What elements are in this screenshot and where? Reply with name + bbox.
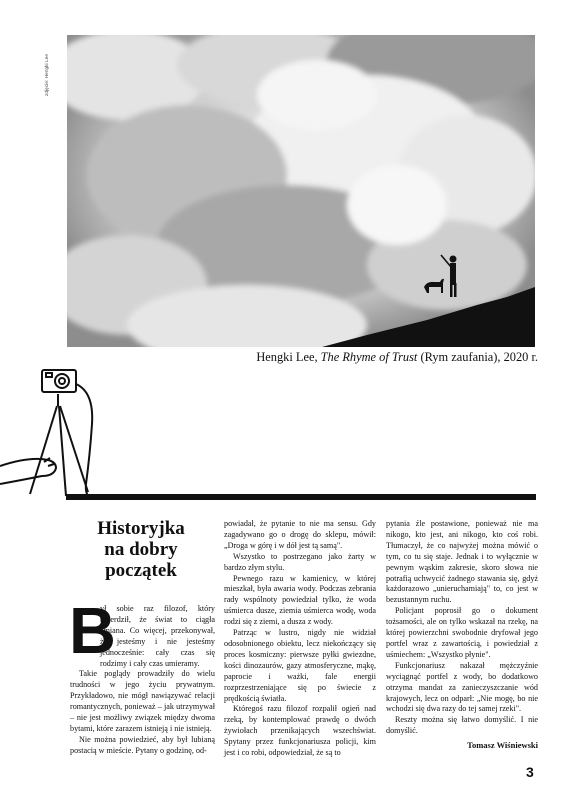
article-title	[66, 518, 216, 581]
article-paragraph: Patrząc w lustro, nigdy nie widział odosobnionego obiektu, lecz niekończący się proces kosmiczny: pierwsze pyłki gwiezdne, kości dinozaurów, gazy atmosferyczne, mąkę, paprocie i ważki, fale energii rozprzestrzeniające się po świecie z prędkością światła.	[224, 628, 376, 703]
article-paragraph: pytania źle postawione, ponieważ nie ma nikogo, kto jest, ani nikogo, kto coś robi. Tłumaczył, że co najwyżej można mówić o tym, co tu się staje. Jednak i to wyłącznie w pewnym wąskim zakresie, skoro słowa nie potrafią uchwycić żadnego stawania się, gdyż każdorazowo „unieruchamiają" to, co jest w bezustannym ruchu.	[386, 519, 538, 605]
article-column-1	[69, 594, 215, 757]
drop-cap: B	[69, 594, 116, 667]
article-paragraph: Nie można powiedzieć, aby był lubianą postacią w mieście. Pytany o godzinę, od-	[70, 734, 215, 755]
paragraph-text: ył sobie raz filozof, który twierdził, że świat to ciągła zmiana. Co więcej, przekonywał, że jesteśmy i nie jesteśmy jednocześnie: cały czas się rodzimy i cały czas umieramy.	[100, 604, 215, 668]
article-paragraph: Takie poglądy prowadziły do wielu trudności w jego życiu prywatnym. Przykładowo, nie mógł nawiązywać relacji romantycznych, ponieważ – jak utrzymywał – nie jest możliwy związek między dwoma bytami, które zarazem istnieją i nie istnieją.	[70, 669, 215, 733]
title-line: Historyjka	[97, 518, 185, 539]
article-paragraph: Reszty można się łatwo domyślić. I nie domyślić.	[386, 715, 538, 736]
article-paragraph: Któregoś razu filozof rozpalił ogień nad rzeką, by kontemplować prawdę o dwóch żywiołach przenikających wszechświat. Spytany przez funkcjonariusza policji, kim jest i co robi, odpowiedział, że są to	[224, 704, 376, 758]
cloud-photo	[67, 35, 535, 347]
section-divider	[66, 494, 536, 500]
article-column-2	[224, 519, 376, 759]
article-paragraph	[69, 594, 215, 669]
article-paragraph: powiadał, że pytanie to nie ma sensu. Gdy zagadywano go o drogę do sklepu, mówił: „Droga w górę i w dół jest tą samą".	[224, 519, 376, 550]
article-paragraph: Policjant poprosił go o dokument tożsamości, ale on tylko wskazał na rzekę, na której powierzchni swobodnie dryfował jego portfel wraz z zawartością, i powiedział z uśmiechem: „Wszystko płynie".	[386, 606, 538, 659]
camera-tripod-illustration	[0, 366, 100, 500]
title-line: początek	[105, 560, 177, 581]
article-paragraph: Wszystko to postrzegano jako żarty w bardzo złym stylu.	[224, 551, 376, 572]
article-paragraph: Funkcjonariusz nakazał mężczyźnie wyciągnąć portfel z wody, bo dodatkowo otrzyma mandat za zanieczyszczanie wód krajowych, lecz on odparł: „Nie mogę, bo nie wchodzi się dwa razy do tej samej rzeki".	[386, 660, 538, 714]
caption-author: Hengki Lee,	[256, 350, 321, 364]
caption-title: The Rhyme of Trust	[320, 350, 418, 364]
title-line: na dobry	[104, 539, 178, 560]
photo-caption	[220, 350, 538, 365]
page-number: 3	[526, 764, 534, 780]
photo-credit: zdjęcie: Hengki Lee	[44, 54, 49, 96]
cloud-photo-image	[67, 35, 535, 347]
article-column-3	[386, 519, 538, 737]
article-author: Tomasz Wiśniewski	[467, 740, 538, 750]
article-paragraph: Pewnego razu w kamienicy, w której mieszkał, była awaria wody. Podczas zebrania rady wspólnoty powiedział tylko, że woda uśmierca dusze, ziemia uśmierca wodę, woda rodzi się z ziemi, a dusza z wody.	[224, 573, 376, 627]
caption-rest: (Rym zaufania), 2020 r.	[417, 350, 538, 364]
